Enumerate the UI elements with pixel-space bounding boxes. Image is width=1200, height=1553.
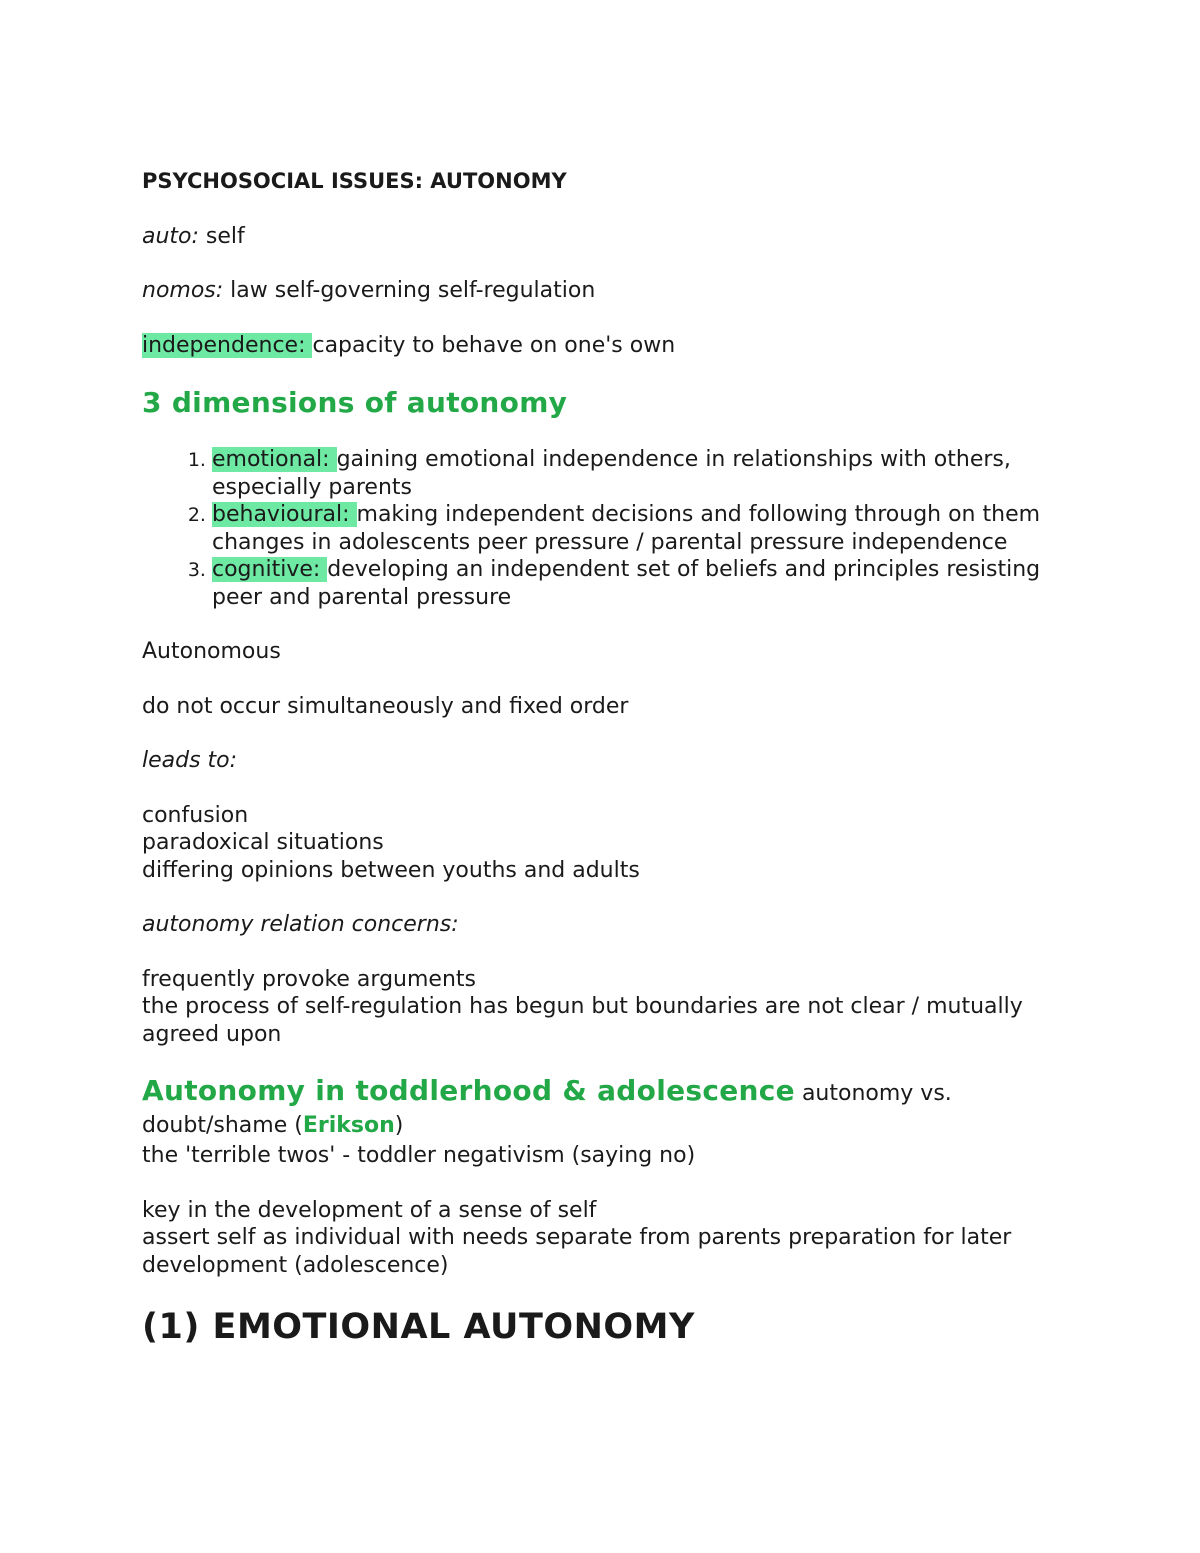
leads-to-label: leads to: <box>142 748 238 773</box>
terrible-twos-line: the 'terrible twos' - toddler negativism (saying no) <box>142 1143 696 1168</box>
self-lines <box>142 1197 1042 1280</box>
list-item <box>212 446 1042 501</box>
list-item: the process of self-regulation has begun but boundaries are not clear / mutually agreed upon <box>142 994 1023 1047</box>
dimensions-list <box>142 446 1042 611</box>
list-item: key in the development of a sense of self <box>142 1197 597 1223</box>
highlighted-term: independence: <box>142 332 313 358</box>
toddler-text: autonomy vs. doubt/shame ( <box>142 1081 952 1138</box>
list-item: confusion <box>142 802 249 828</box>
heading-toddlerhood: Autonomy in toddlerhood & adolescence <box>142 1074 795 1107</box>
list-item-text: developing an independent set of beliefs and principles resisting peer and parental pressure <box>212 557 1041 610</box>
toddler-section <box>142 1075 1042 1142</box>
autonomous-label: Autonomous <box>142 639 281 664</box>
definition-text: self <box>198 223 245 249</box>
list-item-text: making independent decisions and following through on them changes in adolescents peer pressure / parental pressure independence <box>212 502 1041 555</box>
leads-to-list <box>142 802 1042 885</box>
list-item-text: gaining emotional independence in relationships with others, especially parents <box>212 447 1011 500</box>
list-item: paradoxical situations <box>142 830 384 855</box>
concerns-list <box>142 966 1042 1049</box>
toddler-text-close: ) <box>394 1113 404 1138</box>
heading-emotional-autonomy: (1) EMOTIONAL AUTONOMY <box>142 1307 695 1347</box>
definition-independence <box>142 332 1042 360</box>
list-item: differing opinions between youths and adults <box>142 857 640 883</box>
highlighted-term: emotional: <box>212 447 337 472</box>
definition-text: capacity to behave on one's own <box>312 332 676 358</box>
highlighted-term: behavioural: <box>212 502 357 527</box>
document-title: PSYCHOSOCIAL ISSUES: AUTONOMY <box>142 169 567 193</box>
order-note: do not occur simultaneously and fixed order <box>142 693 629 719</box>
list-item: frequently provoke arguments <box>142 966 476 992</box>
definition-nomos <box>142 277 1042 305</box>
concerns-label: autonomy relation concerns: <box>142 912 459 937</box>
list-item <box>212 501 1042 556</box>
definition-auto <box>142 223 1042 251</box>
definition-term: auto: <box>142 223 199 249</box>
definition-term: nomos: <box>142 278 224 303</box>
highlighted-term: cognitive: <box>212 557 328 582</box>
definition-text: law self-governing self-regulation <box>223 278 596 303</box>
list-item <box>212 556 1042 611</box>
list-item: assert self as individual with needs separate from parents preparation for later development (adolescence) <box>142 1225 1012 1278</box>
heading-dimensions: 3 dimensions of autonomy <box>142 386 568 419</box>
document-page <box>142 168 1042 1347</box>
erikson-name: Erikson <box>302 1113 395 1138</box>
